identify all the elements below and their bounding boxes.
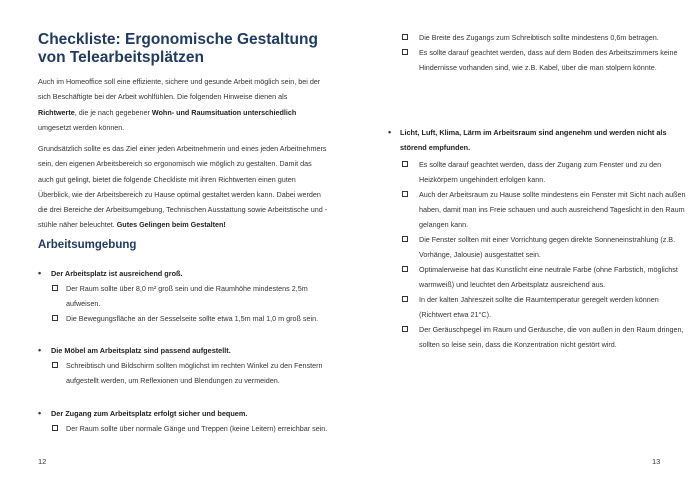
bullet-block-2 <box>38 343 328 388</box>
checklist-item <box>402 292 692 322</box>
checklist-text: Der Geräuschpegel im Raum und Geräusche, die von außen in den Raum dringen, sollten so leise sein, dass die Konzentration nicht gestört wird. <box>419 325 684 349</box>
checkbox-icon <box>402 326 408 332</box>
intro-1-bold-a: Richtwerte <box>38 107 75 117</box>
light-checklist <box>402 157 692 352</box>
checklist-text: Der Raum sollte über normale Gänge und Treppen (keine Leitern) erreichbar sein. <box>66 424 328 433</box>
checkbox-icon <box>402 49 408 55</box>
bullet-dot-icon: • <box>38 268 42 278</box>
checklist-item <box>38 421 328 436</box>
bullet-label: Die Möbel am Arbeitsplatz sind passend aufgestellt. <box>51 346 231 355</box>
checklist-text: Die Fenster sollten mit einer Vorrichtung gegen direkte Sonneneinstrahlung (z.B. Vorhänge, Jalousie) ausgestattet sein. <box>419 235 676 259</box>
checkbox-icon <box>402 34 408 40</box>
intro-paragraph-1 <box>38 74 328 135</box>
checklist-text: Optimalerweise hat das Kunstlicht eine neutrale Farbe (ohne Farbstich, möglichst warmweiß) und leuchtet den Arbeitsplatz ausreichend aus. <box>419 265 678 289</box>
bullet-block-3 <box>38 406 328 436</box>
right-page <box>350 0 700 496</box>
checklist-text: Die Bewegungsfläche an der Sesselseite sollte etwa 1,5m mal 1,0 m groß sein. <box>66 314 319 323</box>
checkbox-icon <box>402 236 408 242</box>
checklist-item <box>402 157 692 187</box>
intro-2-bold-a: Gutes Gelingen beim Gestalten! <box>116 220 226 230</box>
checklist-item <box>38 358 328 388</box>
intro-1-text-b: , die je nach gegebener <box>74 107 152 117</box>
checkbox-icon <box>402 161 408 167</box>
intro-2-text-a: Grundsätzlich sollte es das Ziel einer jeden Arbeitnehmerin und eines jeden Arbeitnehmers sein, den eigenen Arbeitsbereich so ergonomisch wie möglich zu gestalten. Damit das auch gut gelingt, bietet die folgende Checkliste mit ihren Richtwerten einen guten Überblick, wie der Arbeitsbereich zu Hause optimal gestaltet werden kann. Dabei werden die drei Bereiche der Arbeitsumgebung, Technischen Ausstattung sowie Arbeitstische und -stühle näher beleuchtet. <box>38 144 328 230</box>
checklist-text: Die Breite des Zugangs zum Schreibtisch sollte mindestens 0,6m betragen. <box>419 33 659 42</box>
checkbox-icon <box>402 296 408 302</box>
checkbox-icon <box>52 315 58 321</box>
bullet-label: Der Zugang zum Arbeitsplatz erfolgt sicher und bequem. <box>51 409 248 418</box>
checklist-item <box>402 232 692 262</box>
checklist-item <box>402 30 692 45</box>
checklist-item <box>38 311 328 326</box>
page-title: Checkliste: Ergonomische Gestaltung von Telearbeitsplätzen <box>38 31 318 66</box>
page-number: 12 <box>38 457 47 466</box>
bullet-item <box>38 406 328 421</box>
checklist-text: Schreibtisch und Bildschirm sollten möglichst im rechten Winkel zu den Fenstern aufgestellt werden, um Reflexionen und Blendungen zu vermeiden. <box>66 361 323 385</box>
checkbox-icon <box>52 285 58 291</box>
checkbox-icon <box>52 362 58 368</box>
intro-paragraph-2 <box>38 141 328 233</box>
checklist-text: Es sollte darauf geachtet werden, dass der Zugang zum Fenster und zu den Heizkörpern ungehindert erfolgen kann. <box>419 160 662 184</box>
bullet-item <box>38 343 328 358</box>
bullet-item <box>390 125 692 155</box>
checklist-item <box>402 322 692 352</box>
bullet-label: Licht, Luft, Klima, Lärm im Arbeitsraum sind angenehm und werden nicht als störend empfunden. <box>400 128 667 152</box>
bullet-dot-icon: • <box>38 408 42 418</box>
bullet-block-light <box>390 125 692 155</box>
continued-checklist <box>402 30 692 75</box>
bullet-label: Der Arbeitsplatz ist ausreichend groß. <box>51 269 183 278</box>
checklist-item <box>402 45 692 75</box>
checklist-text: In der kalten Jahreszeit sollte die Raumtemperatur geregelt werden können (Richtwert etwa 21°C). <box>419 295 659 319</box>
checklist-text: Es sollte darauf geachtet werden, dass auf dem Boden des Arbeitszimmers keine Hindernisse vorhanden sind, wie z.B. Kabel, über die man stolpern könnte. <box>419 48 678 72</box>
section-heading: Arbeitsumgebung <box>38 239 137 251</box>
bullet-item <box>38 266 328 281</box>
page-number: 13 <box>652 457 661 466</box>
checklist-item <box>402 262 692 292</box>
intro-1-bold-b: Wohn- und Raumsituation unterschiedlich <box>151 107 297 117</box>
intro-1-text-a: Auch im Homeoffice soll eine effiziente, sichere und gesunde Arbeit möglich sein, bei der sich Beschäftigte bei der Arbeit wohlfühlen. Die folgenden Hinweise dienen als <box>38 77 321 102</box>
checklist-item <box>38 281 328 311</box>
checklist-text: Auch der Arbeitsraum zu Hause sollte mindestens ein Fenster mit Sicht nach außen haben, damit man ins Freie schauen und auch ausreichend Tageslicht in den Raum gelangen kann. <box>419 190 686 229</box>
checkbox-icon <box>52 425 58 431</box>
checklist-text: Der Raum sollte über 8,0 m² groß sein und die Raumhöhe mindestens 2,5m aufweisen. <box>66 284 308 308</box>
bullet-dot-icon: • <box>38 345 42 355</box>
intro-1-text-c: umgesetzt werden können. <box>38 122 125 132</box>
bullet-block-1 <box>38 266 328 326</box>
bullet-dot-icon: • <box>388 127 392 137</box>
checkbox-icon <box>402 191 408 197</box>
checklist-item <box>402 187 692 232</box>
checkbox-icon <box>402 266 408 272</box>
